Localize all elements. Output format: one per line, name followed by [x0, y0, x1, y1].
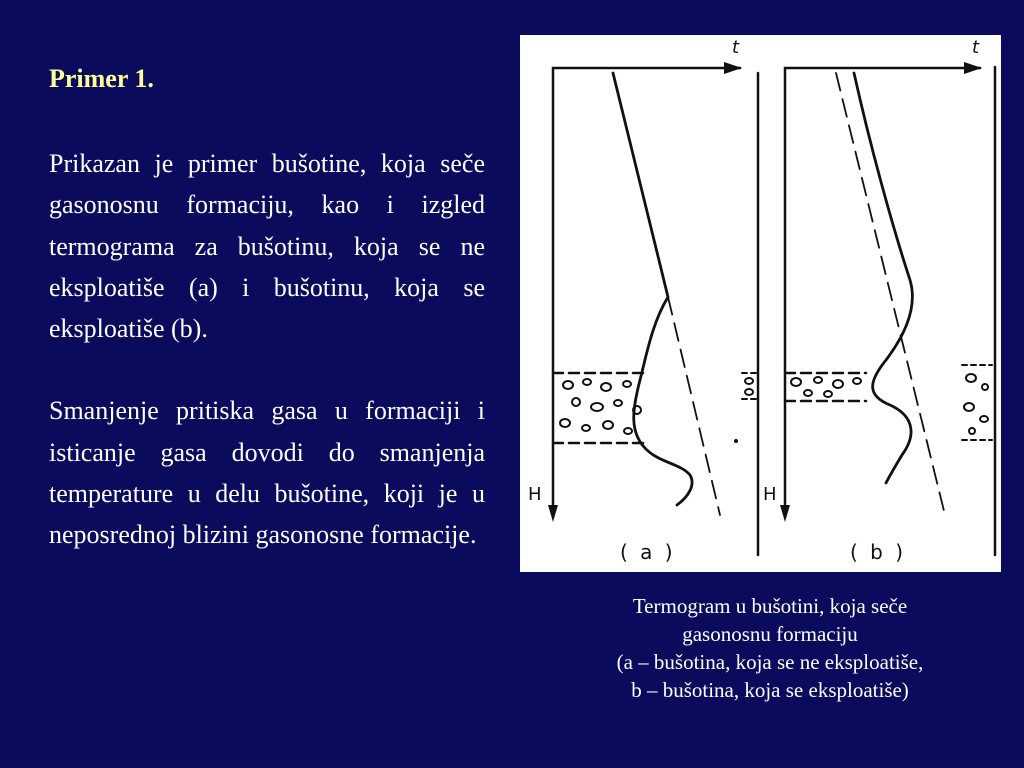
paragraph-description: Prikazan je primer bušotine, koja seče gasonosnu formaciju, kao i izgled termograma za bušotinu, koja se ne eksploatiše (a) i bušotinu, koja se eksploatiše (b). [49, 149, 485, 344]
caption-line: b – bušotina, koja se eksploatiše) [631, 678, 909, 702]
figure-background [520, 35, 1001, 572]
thermogram-figure [520, 35, 1001, 572]
panel-b-time-label: t [972, 37, 980, 58]
panel-a-depth-label: H [528, 484, 542, 505]
figure-caption [520, 592, 1020, 704]
panel-a-time-label: t [732, 37, 740, 58]
slide-title: Primer 1. [49, 64, 154, 93]
body-text [49, 143, 485, 556]
panel-a-label: ( a ) [620, 540, 676, 564]
panel-b-depth-label: H [763, 484, 777, 505]
caption-line: (a – bušotina, koja se ne eksploatiše, [616, 650, 924, 674]
panel-a-dot [734, 439, 738, 443]
caption-line: gasonosnu formaciju [682, 622, 858, 646]
panel-b-label: ( b ) [850, 540, 907, 564]
thermogram-image [520, 35, 1001, 572]
paragraph-explanation: Smanjenje pritiska gasa u formaciji i isticanje gasa dovodi do smanjenja temperature u delu bušotine, koji je u neposrednoj blizini gasonosne formacije. [49, 396, 485, 550]
caption-line: Termogram u bušotini, koja seče [632, 594, 908, 618]
